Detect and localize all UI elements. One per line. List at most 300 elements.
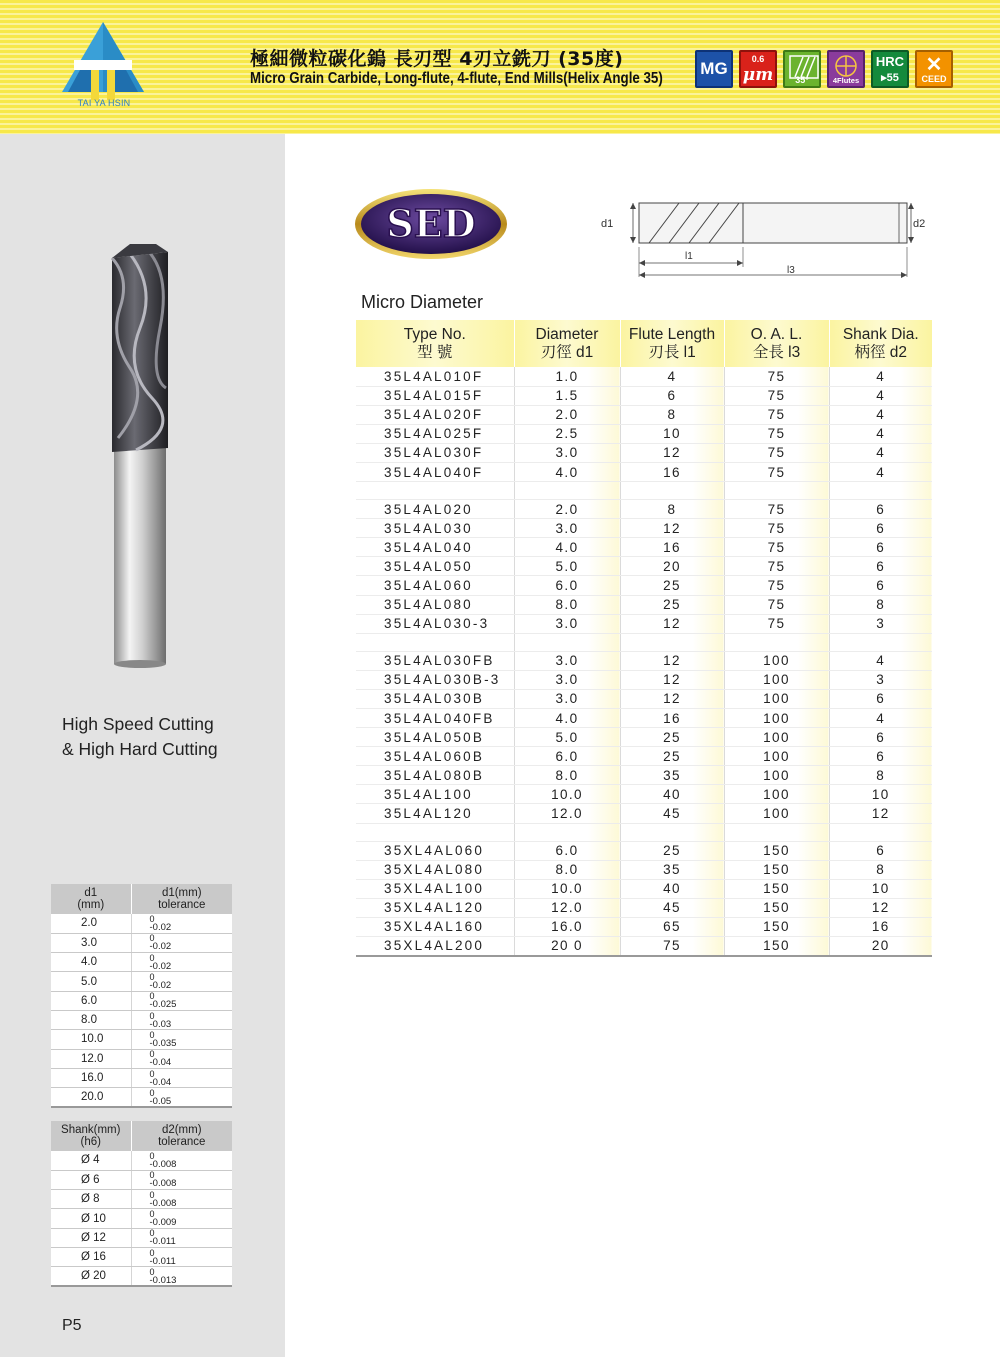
cell-shank-dia: 3 bbox=[829, 614, 932, 633]
cell-diameter: 3.0 bbox=[514, 519, 620, 538]
col-header-oal: O. A. L. 全長 l3 bbox=[724, 320, 829, 367]
tol-header-d1: d1 (mm) bbox=[51, 884, 131, 914]
cell-type-no: 35L4AL050 bbox=[356, 557, 514, 576]
cell-flute-length: 12 bbox=[620, 519, 724, 538]
cell-diameter: 8.0 bbox=[514, 860, 620, 879]
cell-type-no: 35L4AL010F bbox=[356, 367, 514, 386]
four-flutes-icon: 4Flutes bbox=[827, 50, 865, 88]
table-row bbox=[356, 709, 932, 728]
cell-flute-length: 8 bbox=[620, 405, 724, 424]
cell-shank-dia: 16 bbox=[829, 917, 932, 936]
cell-oal: 75 bbox=[724, 386, 829, 405]
tolerance-upper: 0 bbox=[149, 1087, 155, 1098]
table-row bbox=[356, 841, 932, 860]
table-row bbox=[356, 519, 932, 538]
company-logo-icon bbox=[60, 20, 146, 106]
tolerance-row bbox=[51, 991, 232, 1010]
tolerance-row bbox=[51, 1049, 232, 1068]
tolerance-value bbox=[131, 1209, 232, 1228]
cell-flute-length: 25 bbox=[620, 841, 724, 860]
cell-shank-dia: 6 bbox=[829, 538, 932, 557]
cell-type-no: 35XL4AL200 bbox=[356, 937, 514, 956]
spacer-cell bbox=[514, 823, 620, 841]
cell-shank-dia: 6 bbox=[829, 728, 932, 747]
cell-oal: 75 bbox=[724, 538, 829, 557]
tolerance-size: Ø 12 bbox=[51, 1228, 131, 1247]
cell-diameter: 16.0 bbox=[514, 917, 620, 936]
tolerance-row bbox=[51, 1228, 232, 1247]
helix-35-icon: 35° bbox=[783, 50, 821, 88]
cell-type-no: 35L4AL015F bbox=[356, 386, 514, 405]
cell-diameter: 12.0 bbox=[514, 804, 620, 823]
cell-shank-dia: 4 bbox=[829, 651, 932, 670]
tolerance-row bbox=[51, 1247, 232, 1266]
cell-flute-length: 16 bbox=[620, 538, 724, 557]
cell-diameter: 8.0 bbox=[514, 766, 620, 785]
cell-diameter: 10.0 bbox=[514, 785, 620, 804]
cell-flute-length: 12 bbox=[620, 651, 724, 670]
tolerance-row bbox=[51, 1151, 232, 1170]
feature-text bbox=[62, 712, 218, 762]
tolerance-size: 6.0 bbox=[51, 991, 131, 1010]
tolerance-upper: 0 bbox=[149, 1189, 155, 1200]
title-english: Micro Grain Carbide, Long-flute, 4-flute, End Mills(Helix Angle 35) bbox=[250, 70, 663, 87]
no-coolant-icon: ✕ CEED bbox=[915, 50, 953, 88]
spacer-cell bbox=[724, 633, 829, 651]
end-mill-image bbox=[100, 238, 180, 668]
table-row bbox=[356, 576, 932, 595]
cell-type-no: 35L4AL020F bbox=[356, 405, 514, 424]
cell-flute-length: 35 bbox=[620, 860, 724, 879]
cell-type-no: 35L4AL060 bbox=[356, 576, 514, 595]
cell-shank-dia: 4 bbox=[829, 424, 932, 443]
cell-oal: 150 bbox=[724, 860, 829, 879]
tolerance-lower: -0.035 bbox=[149, 1037, 177, 1049]
cell-flute-length: 25 bbox=[620, 728, 724, 747]
tolerance-lower: -0.03 bbox=[149, 1018, 172, 1030]
table-row bbox=[356, 879, 932, 898]
cell-oal: 150 bbox=[724, 898, 829, 917]
table-row bbox=[356, 747, 932, 766]
table-row bbox=[356, 670, 932, 689]
tolerance-lower: -0.011 bbox=[149, 1255, 176, 1267]
cell-oal: 150 bbox=[724, 879, 829, 898]
table-row bbox=[356, 386, 932, 405]
table-row bbox=[356, 367, 932, 386]
cell-oal: 150 bbox=[724, 917, 829, 936]
tolerance-upper: 0 bbox=[149, 1247, 155, 1258]
table-row bbox=[356, 614, 932, 633]
tolerance-upper: 0 bbox=[149, 1170, 155, 1181]
cell-flute-length: 40 bbox=[620, 785, 724, 804]
cell-diameter: 4.0 bbox=[514, 538, 620, 557]
cell-shank-dia: 4 bbox=[829, 709, 932, 728]
tolerance-row bbox=[51, 1030, 232, 1049]
tolerance-upper: 0 bbox=[149, 913, 155, 924]
cell-type-no: 35XL4AL100 bbox=[356, 879, 514, 898]
tolerance-upper: 0 bbox=[149, 991, 155, 1002]
tolerance-value bbox=[131, 1190, 232, 1209]
cell-type-no: 35L4AL060B bbox=[356, 747, 514, 766]
cell-diameter: 10.0 bbox=[514, 879, 620, 898]
cell-shank-dia: 4 bbox=[829, 443, 932, 462]
tool-dimension-diagram bbox=[597, 195, 937, 280]
cell-oal: 75 bbox=[724, 500, 829, 519]
tolerance-row bbox=[51, 972, 232, 991]
tolerance-value bbox=[131, 1228, 232, 1247]
cell-type-no: 35L4AL025F bbox=[356, 424, 514, 443]
tolerance-upper: 0 bbox=[149, 972, 155, 983]
cell-flute-length: 8 bbox=[620, 500, 724, 519]
cell-flute-length: 16 bbox=[620, 709, 724, 728]
tolerance-row bbox=[51, 1170, 232, 1189]
tolerance-row bbox=[51, 1209, 232, 1228]
cell-type-no: 35L4AL040 bbox=[356, 538, 514, 557]
cell-flute-length: 45 bbox=[620, 898, 724, 917]
tolerance-lower: -0.02 bbox=[149, 980, 172, 992]
cell-type-no: 35L4AL040FB bbox=[356, 709, 514, 728]
table-row bbox=[356, 424, 932, 443]
tolerance-upper: 0 bbox=[149, 952, 155, 963]
cell-diameter: 2.0 bbox=[514, 500, 620, 519]
cell-shank-dia: 20 bbox=[829, 937, 932, 956]
table-row bbox=[356, 500, 932, 519]
tolerance-value bbox=[131, 1170, 232, 1189]
tolerance-lower: -0.008 bbox=[149, 1197, 177, 1209]
spacer-cell bbox=[724, 823, 829, 841]
cell-flute-length: 16 bbox=[620, 462, 724, 481]
tolerance-row bbox=[51, 1010, 232, 1029]
group-spacer-row bbox=[356, 482, 932, 500]
table-row bbox=[356, 917, 932, 936]
spacer-cell bbox=[356, 482, 514, 500]
tolerance-value bbox=[131, 914, 232, 933]
cell-diameter: 3.0 bbox=[514, 670, 620, 689]
tolerance-upper: 0 bbox=[149, 1150, 155, 1161]
table-row bbox=[356, 937, 932, 956]
cell-shank-dia: 6 bbox=[829, 747, 932, 766]
spacer-cell bbox=[829, 482, 932, 500]
tolerance-lower: -0.02 bbox=[149, 921, 172, 933]
table-row bbox=[356, 443, 932, 462]
svg-text:l1: l1 bbox=[685, 251, 693, 262]
cell-flute-length: 20 bbox=[620, 557, 724, 576]
spacer-cell bbox=[514, 633, 620, 651]
cell-shank-dia: 6 bbox=[829, 576, 932, 595]
tolerance-size: 5.0 bbox=[51, 972, 131, 991]
tolerance-upper: 0 bbox=[149, 1029, 155, 1040]
cell-diameter: 3.0 bbox=[514, 614, 620, 633]
spacer-cell bbox=[356, 823, 514, 841]
tolerance-lower: -0.04 bbox=[149, 1076, 172, 1088]
title-chinese: 極細微粒碳化鎢 長刃型 4刃立銑刀 (35度) bbox=[250, 48, 624, 70]
tolerance-value bbox=[131, 1151, 232, 1170]
tolerance-value bbox=[131, 953, 232, 972]
cell-flute-length: 4 bbox=[620, 367, 724, 386]
table-row bbox=[356, 557, 932, 576]
cell-type-no: 35L4AL030F bbox=[356, 443, 514, 462]
table-row bbox=[356, 595, 932, 614]
cell-oal: 150 bbox=[724, 937, 829, 956]
cell-oal: 75 bbox=[724, 576, 829, 595]
header-band bbox=[0, 0, 1000, 134]
cell-oal: 75 bbox=[724, 595, 829, 614]
sed-logo bbox=[353, 187, 509, 261]
table-row bbox=[356, 804, 932, 823]
tolerance-size: 12.0 bbox=[51, 1049, 131, 1068]
feature-line-2: & High Hard Cutting bbox=[62, 739, 218, 759]
cell-oal: 100 bbox=[724, 785, 829, 804]
tolerance-size: 2.0 bbox=[51, 914, 131, 933]
cell-shank-dia: 6 bbox=[829, 500, 932, 519]
cell-oal: 75 bbox=[724, 405, 829, 424]
spacer-cell bbox=[514, 482, 620, 500]
cell-type-no: 35XL4AL080 bbox=[356, 860, 514, 879]
tolerance-row bbox=[51, 1190, 232, 1209]
cell-type-no: 35L4AL050B bbox=[356, 728, 514, 747]
tolerance-size: 16.0 bbox=[51, 1068, 131, 1087]
cell-flute-length: 35 bbox=[620, 766, 724, 785]
cell-type-no: 35XL4AL120 bbox=[356, 898, 514, 917]
tolerance-size: Ø 6 bbox=[51, 1170, 131, 1189]
tolerance-value bbox=[131, 1030, 232, 1049]
tolerance-lower: -0.011 bbox=[149, 1236, 176, 1248]
table-row bbox=[356, 785, 932, 804]
tolerance-row bbox=[51, 953, 232, 972]
cell-flute-length: 75 bbox=[620, 937, 724, 956]
table-row bbox=[356, 538, 932, 557]
col-header-flute-length: Flute Length 刃長 l1 bbox=[620, 320, 724, 367]
tolerance-lower: -0.04 bbox=[149, 1057, 172, 1069]
spacer-cell bbox=[620, 823, 724, 841]
cell-diameter: 20 0 bbox=[514, 937, 620, 956]
cell-type-no: 35XL4AL160 bbox=[356, 917, 514, 936]
tolerance-size: Ø 8 bbox=[51, 1190, 131, 1209]
tolerance-lower: -0.02 bbox=[149, 941, 172, 953]
d1-tolerance-table bbox=[51, 884, 232, 1108]
cell-flute-length: 25 bbox=[620, 595, 724, 614]
tolerance-row bbox=[51, 1088, 232, 1107]
cell-flute-length: 45 bbox=[620, 804, 724, 823]
group-spacer-row bbox=[356, 823, 932, 841]
cell-flute-length: 10 bbox=[620, 424, 724, 443]
table-row bbox=[356, 405, 932, 424]
cell-flute-length: 25 bbox=[620, 747, 724, 766]
cell-shank-dia: 6 bbox=[829, 689, 932, 708]
table-row bbox=[356, 898, 932, 917]
tolerance-size: Ø 20 bbox=[51, 1267, 131, 1286]
cell-oal: 100 bbox=[724, 804, 829, 823]
table-row bbox=[356, 860, 932, 879]
cell-shank-dia: 8 bbox=[829, 766, 932, 785]
cell-diameter: 1.0 bbox=[514, 367, 620, 386]
tolerance-row bbox=[51, 914, 232, 933]
cell-diameter: 5.0 bbox=[514, 557, 620, 576]
tolerance-value bbox=[131, 1267, 232, 1286]
tolerance-upper: 0 bbox=[149, 1010, 155, 1021]
tolerance-upper: 0 bbox=[149, 1209, 155, 1220]
cell-flute-length: 25 bbox=[620, 576, 724, 595]
tolerance-lower: -0.013 bbox=[149, 1274, 177, 1286]
cell-type-no: 35L4AL030FB bbox=[356, 651, 514, 670]
tolerance-size: 10.0 bbox=[51, 1030, 131, 1049]
cell-flute-length: 40 bbox=[620, 879, 724, 898]
table-row bbox=[356, 651, 932, 670]
cell-shank-dia: 10 bbox=[829, 879, 932, 898]
cell-shank-dia: 12 bbox=[829, 898, 932, 917]
tolerance-value bbox=[131, 1247, 232, 1266]
hrc-icon: HRC ▸55 bbox=[871, 50, 909, 88]
cell-flute-length: 65 bbox=[620, 917, 724, 936]
cell-type-no: 35L4AL120 bbox=[356, 804, 514, 823]
svg-text:d1: d1 bbox=[601, 218, 614, 230]
cell-oal: 100 bbox=[724, 670, 829, 689]
tolerance-value bbox=[131, 1049, 232, 1068]
cell-shank-dia: 6 bbox=[829, 519, 932, 538]
tolerance-upper: 0 bbox=[149, 1266, 155, 1277]
spacer-cell bbox=[620, 482, 724, 500]
tolerance-value bbox=[131, 991, 232, 1010]
spec-table bbox=[356, 320, 932, 957]
cell-type-no: 35L4AL030B bbox=[356, 689, 514, 708]
table-row bbox=[356, 728, 932, 747]
cell-oal: 100 bbox=[724, 651, 829, 670]
tolerance-upper: 0 bbox=[149, 1228, 155, 1239]
cell-shank-dia: 4 bbox=[829, 386, 932, 405]
tol-header-d2-tolerance: d2(mm) tolerance bbox=[131, 1121, 232, 1151]
cell-oal: 100 bbox=[724, 766, 829, 785]
cell-oal: 75 bbox=[724, 614, 829, 633]
cell-oal: 75 bbox=[724, 367, 829, 386]
cell-shank-dia: 12 bbox=[829, 804, 932, 823]
tolerance-value bbox=[131, 972, 232, 991]
tol-header-shank: Shank(mm) (h6) bbox=[51, 1121, 131, 1151]
tolerance-value bbox=[131, 1088, 232, 1107]
tolerance-lower: -0.05 bbox=[149, 1095, 172, 1107]
cell-diameter: 6.0 bbox=[514, 576, 620, 595]
cell-type-no: 35XL4AL060 bbox=[356, 841, 514, 860]
svg-text:SED: SED bbox=[386, 201, 476, 246]
feature-badges bbox=[695, 50, 953, 88]
section-title: Micro Diameter bbox=[361, 292, 484, 312]
tolerance-lower: -0.008 bbox=[149, 1178, 177, 1190]
tolerance-value bbox=[131, 1068, 232, 1087]
cell-oal: 100 bbox=[724, 747, 829, 766]
cell-type-no: 35L4AL030-3 bbox=[356, 614, 514, 633]
d2-tolerance-table bbox=[51, 1121, 232, 1287]
group-spacer-row bbox=[356, 633, 932, 651]
cell-shank-dia: 4 bbox=[829, 367, 932, 386]
spacer-cell bbox=[356, 633, 514, 651]
tolerance-upper: 0 bbox=[149, 1049, 155, 1060]
tolerance-size: 4.0 bbox=[51, 953, 131, 972]
cell-flute-length: 12 bbox=[620, 689, 724, 708]
spacer-cell bbox=[829, 823, 932, 841]
cell-diameter: 12.0 bbox=[514, 898, 620, 917]
tolerance-lower: -0.02 bbox=[149, 960, 172, 972]
logo-text: TAI YA HSIN bbox=[77, 98, 131, 108]
tolerance-row bbox=[51, 1267, 232, 1286]
tolerance-upper: 0 bbox=[149, 1068, 155, 1079]
cell-shank-dia: 6 bbox=[829, 557, 932, 576]
spacer-cell bbox=[620, 633, 724, 651]
cell-shank-dia: 4 bbox=[829, 405, 932, 424]
cell-diameter: 5.0 bbox=[514, 728, 620, 747]
cell-shank-dia: 8 bbox=[829, 595, 932, 614]
tolerance-row bbox=[51, 1068, 232, 1087]
tolerance-value bbox=[131, 1010, 232, 1029]
cell-diameter: 8.0 bbox=[514, 595, 620, 614]
cell-diameter: 4.0 bbox=[514, 709, 620, 728]
cell-diameter: 4.0 bbox=[514, 462, 620, 481]
cell-type-no: 35L4AL030B-3 bbox=[356, 670, 514, 689]
cell-flute-length: 12 bbox=[620, 443, 724, 462]
cell-shank-dia: 4 bbox=[829, 462, 932, 481]
cell-oal: 75 bbox=[724, 443, 829, 462]
micron-icon: 0.6 μm bbox=[739, 50, 777, 88]
cell-type-no: 35L4AL100 bbox=[356, 785, 514, 804]
cell-oal: 100 bbox=[724, 728, 829, 747]
cell-oal: 100 bbox=[724, 689, 829, 708]
cell-shank-dia: 6 bbox=[829, 841, 932, 860]
cell-type-no: 35L4AL080 bbox=[356, 595, 514, 614]
tolerance-upper: 0 bbox=[149, 933, 155, 944]
tolerance-lower: -0.008 bbox=[149, 1158, 177, 1170]
cell-diameter: 2.5 bbox=[514, 424, 620, 443]
cell-diameter: 3.0 bbox=[514, 689, 620, 708]
tolerance-lower: -0.025 bbox=[149, 999, 177, 1011]
svg-text:d2: d2 bbox=[913, 218, 926, 230]
cell-diameter: 6.0 bbox=[514, 841, 620, 860]
cell-flute-length: 12 bbox=[620, 614, 724, 633]
cell-flute-length: 6 bbox=[620, 386, 724, 405]
cell-oal: 150 bbox=[724, 841, 829, 860]
table-row bbox=[356, 462, 932, 481]
spacer-cell bbox=[724, 482, 829, 500]
table-row bbox=[356, 766, 932, 785]
cell-type-no: 35L4AL040F bbox=[356, 462, 514, 481]
tolerance-size: Ø 10 bbox=[51, 1209, 131, 1228]
mg-icon: MG bbox=[695, 50, 733, 88]
cell-oal: 75 bbox=[724, 424, 829, 443]
tolerance-size: 20.0 bbox=[51, 1088, 131, 1107]
cell-shank-dia: 8 bbox=[829, 860, 932, 879]
col-header-type: Type No. 型 號 bbox=[356, 320, 514, 367]
tolerance-size: 3.0 bbox=[51, 933, 131, 952]
page-number: P5 bbox=[62, 1317, 82, 1334]
cell-oal: 75 bbox=[724, 519, 829, 538]
tolerance-row bbox=[51, 933, 232, 952]
cell-oal: 75 bbox=[724, 462, 829, 481]
cell-diameter: 3.0 bbox=[514, 443, 620, 462]
col-header-shank: Shank Dia. 柄徑 d2 bbox=[829, 320, 932, 367]
cell-shank-dia: 3 bbox=[829, 670, 932, 689]
cell-diameter: 2.0 bbox=[514, 405, 620, 424]
cell-diameter: 1.5 bbox=[514, 386, 620, 405]
tolerance-size: Ø 4 bbox=[51, 1151, 131, 1170]
cell-type-no: 35L4AL080B bbox=[356, 766, 514, 785]
col-header-diameter: Diameter 刃徑 d1 bbox=[514, 320, 620, 367]
feature-line-1: High Speed Cutting bbox=[62, 714, 214, 734]
cell-oal: 100 bbox=[724, 709, 829, 728]
tolerance-size: Ø 16 bbox=[51, 1247, 131, 1266]
cell-type-no: 35L4AL030 bbox=[356, 519, 514, 538]
cell-shank-dia: 10 bbox=[829, 785, 932, 804]
cell-diameter: 3.0 bbox=[514, 651, 620, 670]
tol-header-d1-tolerance: d1(mm) tolerance bbox=[131, 884, 232, 914]
tolerance-size: 8.0 bbox=[51, 1010, 131, 1029]
cell-diameter: 6.0 bbox=[514, 747, 620, 766]
